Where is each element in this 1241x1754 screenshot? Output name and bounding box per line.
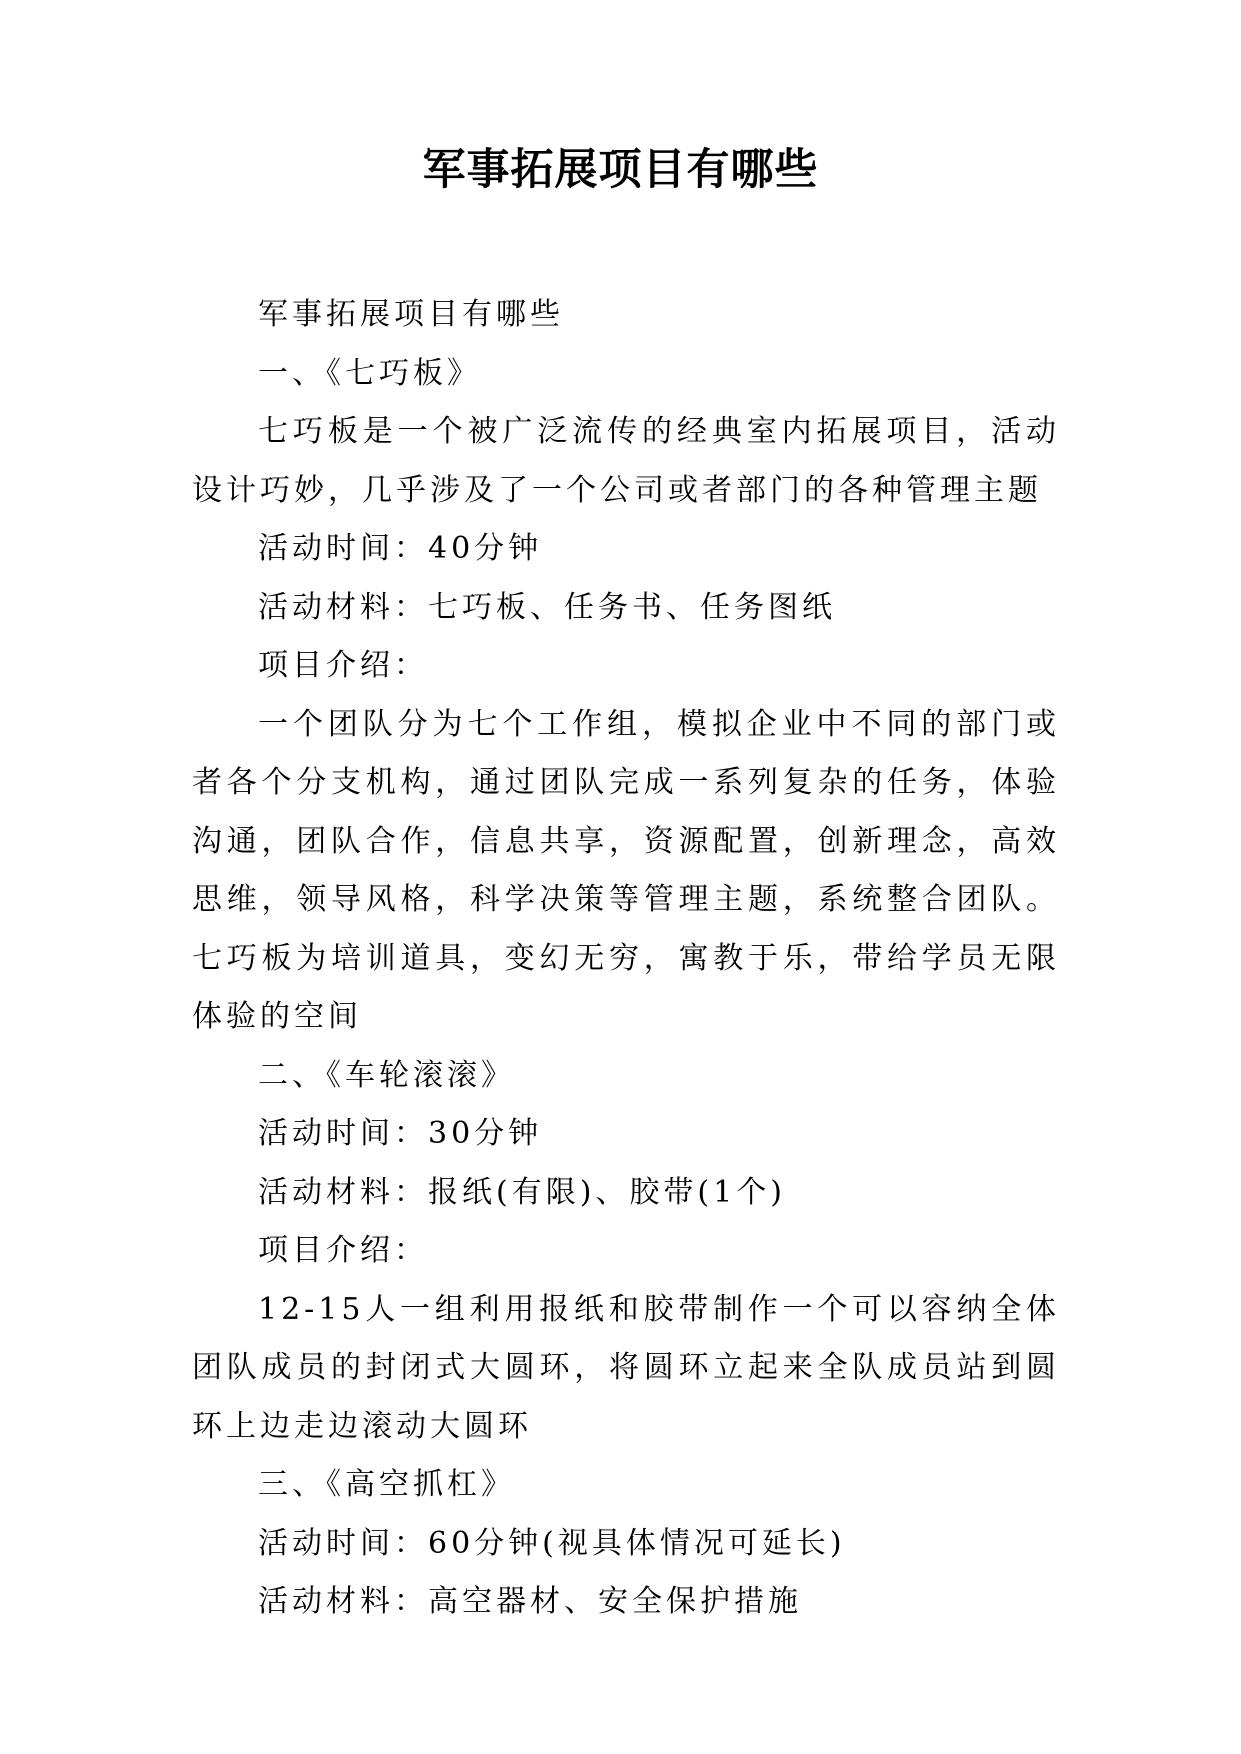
- section-2-materials: 活动材料：报纸(有限)、胶带(1个): [258, 1174, 786, 1210]
- intro-heading: 军事拓展项目有哪些: [258, 297, 564, 332]
- section-3-materials: 活动材料：高空器材、安全保护措施: [258, 1584, 802, 1619]
- section-3-time: 活动时间：60分钟(视具体情况可延长): [258, 1525, 846, 1561]
- section-1-description: 七巧板是一个被广泛流传的经典室内拓展项目，活动设计巧妙，几乎涉及了一个公司或者部门的各种管理主题: [192, 414, 1060, 508]
- section-heading-3: 三、《高空抓杠》: [258, 1467, 515, 1502]
- section-1-time: 活动时间：40分钟: [258, 531, 543, 566]
- section-2-time: 活动时间：30分钟: [258, 1116, 543, 1151]
- section-1-materials: 活动材料：七巧板、任务书、任务图纸: [258, 589, 836, 625]
- section-heading-2: 二、《车轮滚滚》: [258, 1057, 515, 1093]
- section-1-intro-label: 项目介绍：: [258, 648, 428, 683]
- section-heading-1: 一、《七巧板》: [258, 355, 481, 391]
- section-1-intro-text: 一个团队分为七个工作组，模拟企业中不同的部门或者各个分支机构，通过团队完成一系列复杂的任务，体验沟通，团队合作，信息共享，资源配置，创新理念，高效思维，领导风格，科学决策等管理主题，系统整合团队。七巧板为培训道具，变幻无穷，寓教于乐，带给学员无限体验的空间: [192, 706, 1060, 1034]
- section-2-intro-label: 项目介绍：: [258, 1233, 428, 1268]
- document-title: 军事拓展项目有哪些: [422, 145, 819, 195]
- section-2-intro-text: 12-15人一组利用报纸和胶带制作一个可以容纳全体团队成员的封闭式大圆环，将圆环立起来全队成员站到圆环上边走边滚动大圆环: [192, 1291, 1060, 1444]
- document-body: [192, 286, 1060, 1632]
